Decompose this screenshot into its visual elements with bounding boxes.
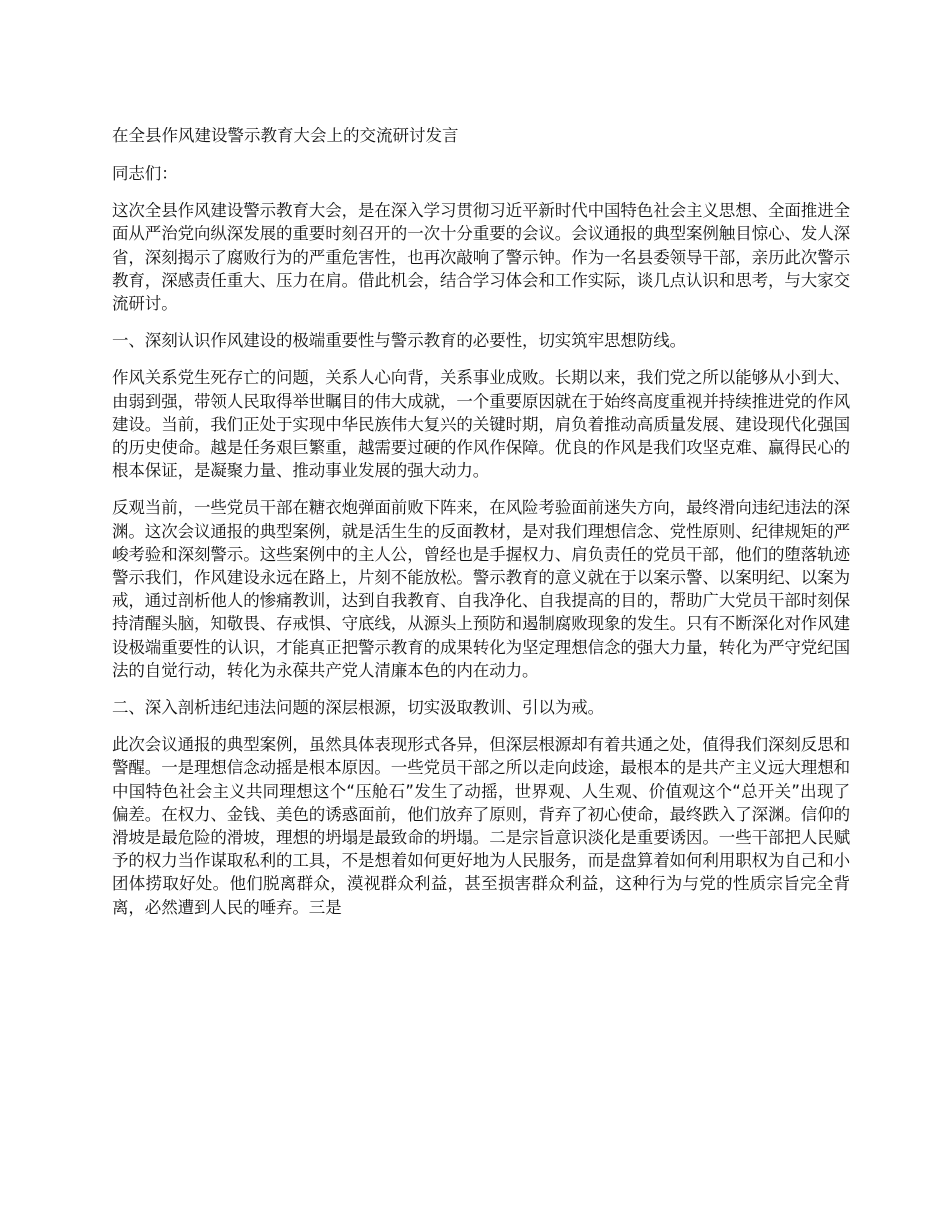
document-page xyxy=(112,124,850,933)
section-heading-2: 二、深入剖析违纪违法问题的深层根源，切实汲取教训、引以为戒。 xyxy=(112,698,605,718)
section-heading-1: 一、深刻认识作风建设的极端重要性与警示教育的必要性，切实筑牢思想防线。 xyxy=(112,331,687,351)
salutation: 同志们： xyxy=(112,164,178,183)
document-title: 在全县作风建设警示教育大会上的交流研讨发言 xyxy=(112,126,459,145)
paragraph-section-2-a: 此次会议通报的典型案例，虽然具体表现形式各异，但深层根源却有着共通之处，值得我们深刻反思和警醒。一是理想信念动摇是根本原因。一些党员干部之所以走向歧途，最根本的是共产主义远大理想和中国特色社会主义共同理想这个“压舱石”发生了动摇，世界观、人生观、价值观这个“总开关”出现了偏差。在权力、金钱、美色的诱惑面前，他们放弃了原则，背弃了初心使命，最终跌入了深渊。信仰的滑坡是最危险的滑坡，理想的坍塌是最致命的坍塌。二是宗旨意识淡化是重要诱因。一些干部把人民赋予的权力当作谋取私利的工具，不是想着如何更好地为人民服务，而是盘算着如何利用职权为自己和小团体捞取好处。他们脱离群众，漠视群众利益，甚至损害群众利益，这种行为与党的性质宗旨完全背离，必然遭到人民的唾弃。三是 xyxy=(112,735,851,917)
paragraph-intro: 这次全县作风建设警示教育大会，是在深入学习贯彻习近平新时代中国特色社会主义思想、全面推进全面从严治党向纵深发展的重要时刻召开的一次十分重要的会议。会议通报的典型案例触目惊心、发人深省，深刻揭示了腐败行为的严重危害性，也再次敲响了警示钟。作为一名县委领导干部，亲历此次警示教育，深感责任重大、压力在肩。借此机会，结合学习体会和工作实际，谈几点认识和思考，与大家交流研讨。 xyxy=(112,201,851,314)
paragraph-section-1-b: 反观当前，一些党员干部在糖衣炮弹面前败下阵来，在风险考验面前迷失方向，最终滑向违纪违法的深渊。这次会议通报的典型案例，就是活生生的反面教材，是对我们理想信念、党性原则、纪律规矩的严峻考验和深刻警示。这些案例中的主人公，曾经也是手握权力、肩负责任的党员干部，他们的堕落轨迹警示我们，作风建设永远在路上，片刻不能放松。警示教育的意义就在于以案示警、以案明纪、以案为戒，通过剖析他人的惨痛教训，达到自我教育、自我净化、自我提高的目的，帮助广大党员干部时刻保持清醒头脑，知敬畏、存戒惧、守底线，从源头上预防和遏制腐败现象的发生。只有不断深化对作风建设极端重要性的认识，才能真正把警示教育的成果转化为坚定理想信念的强大力量，转化为严守党纪国法的自觉行动，转化为永葆共产党人清廉本色的内在动力。 xyxy=(112,498,851,680)
paragraph-section-1-a: 作风关系党生死存亡的问题，关系人心向背，关系事业成败。长期以来，我们党之所以能够从小到大、由弱到强，带领人民取得举世瞩目的伟大成就，一个重要原因就在于始终高度重视并持续推进党的作风建设。当前，我们正处于实现中华民族伟大复兴的关键时期，肩负着推动高质量发展、建设现代化强国的历史使命。越是任务艰巨繁重，越需要过硬的作风作保障。优良的作风是我们攻坚克难、赢得民心的根本保证，是凝聚力量、推动事业发展的强大动力。 xyxy=(112,368,851,481)
